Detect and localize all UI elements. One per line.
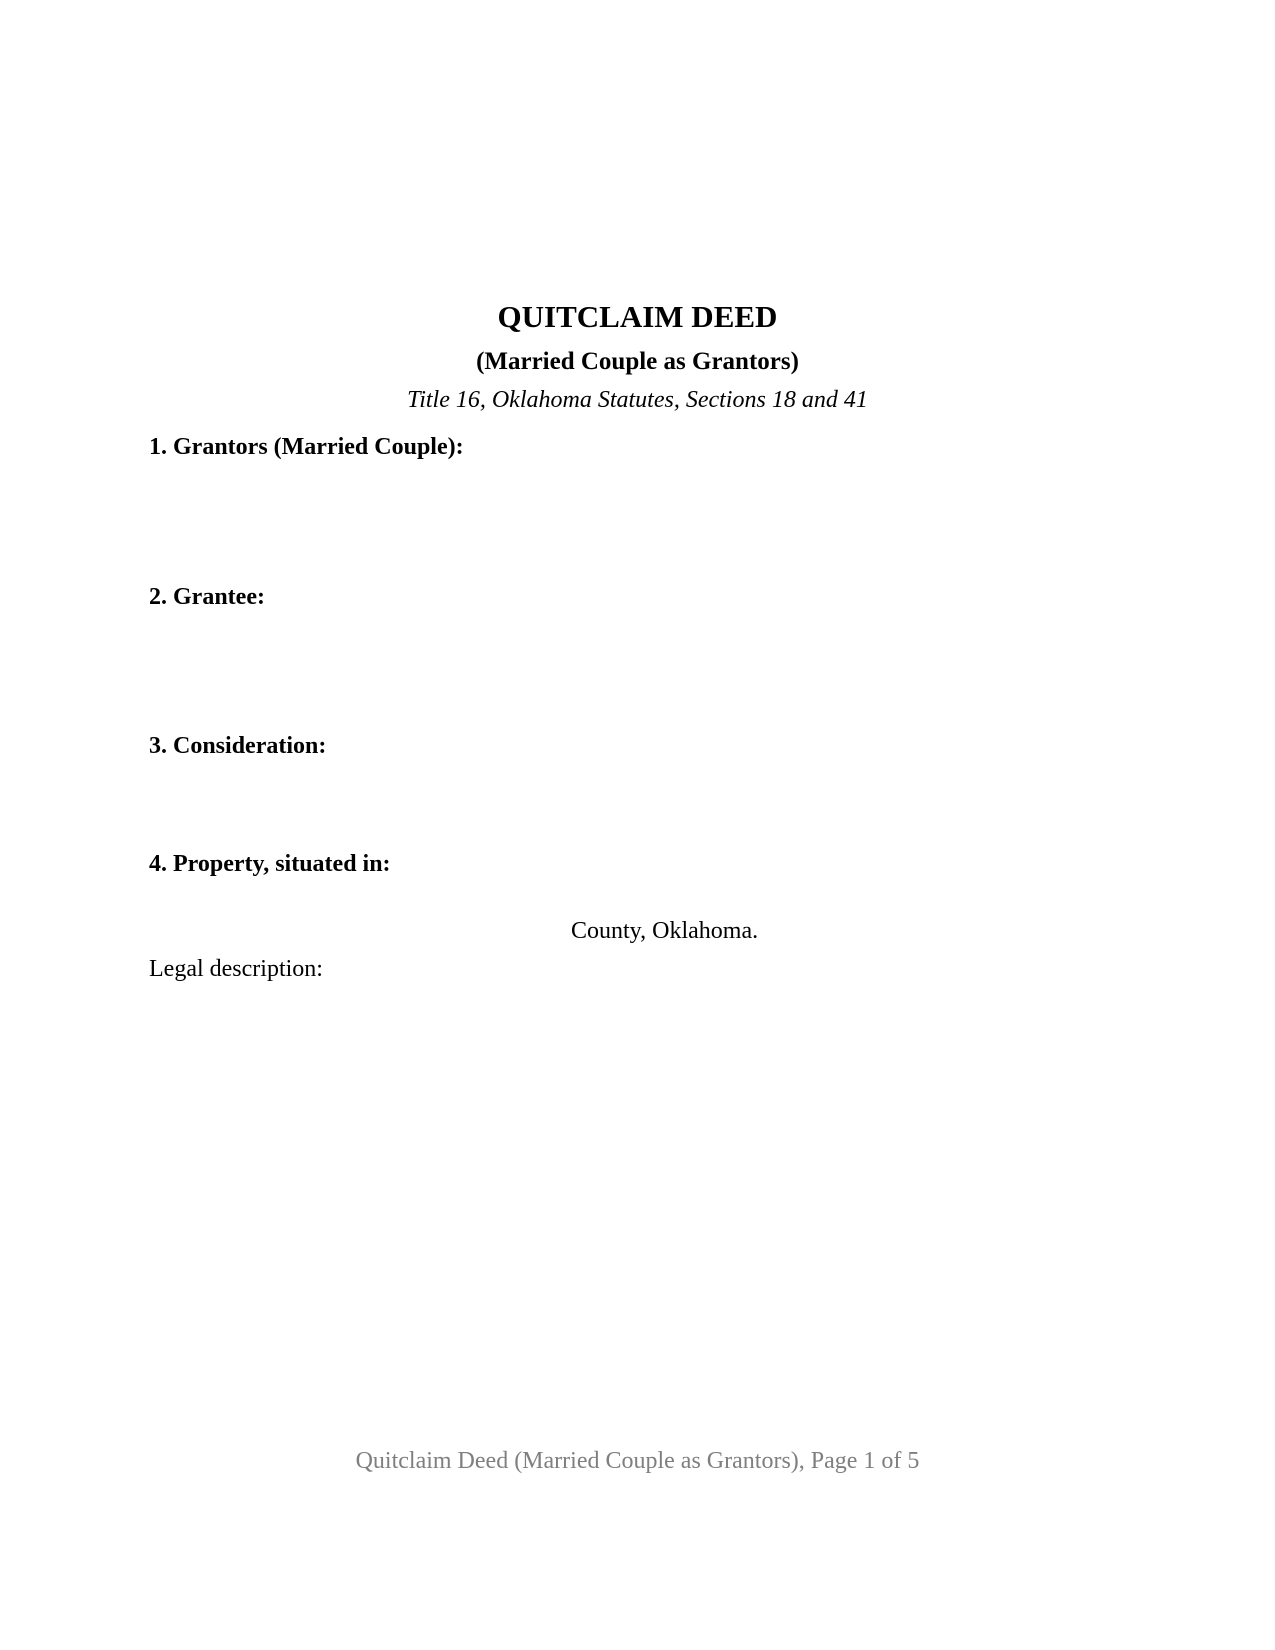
section-grantee-heading: 2. Grantee: bbox=[149, 584, 265, 610]
document-subtitle: (Married Couple as Grantors) bbox=[476, 348, 799, 375]
county-suffix: County, Oklahoma. bbox=[571, 918, 759, 944]
statute-reference: Title 16, Oklahoma Statutes, Sections 18 and 41 bbox=[407, 387, 868, 413]
page-footer: Quitclaim Deed (Married Couple as Grantors), Page 1 of 5 bbox=[355, 1448, 920, 1474]
section-grantors-heading: 1. Grantors (Married Couple): bbox=[149, 434, 464, 460]
legal-description-label: Legal description: bbox=[149, 956, 323, 982]
section-property-heading: 4. Property, situated in: bbox=[149, 851, 391, 877]
document-title: QUITCLAIM DEED bbox=[497, 299, 778, 334]
section-consideration-heading: 3. Consideration: bbox=[149, 733, 327, 759]
